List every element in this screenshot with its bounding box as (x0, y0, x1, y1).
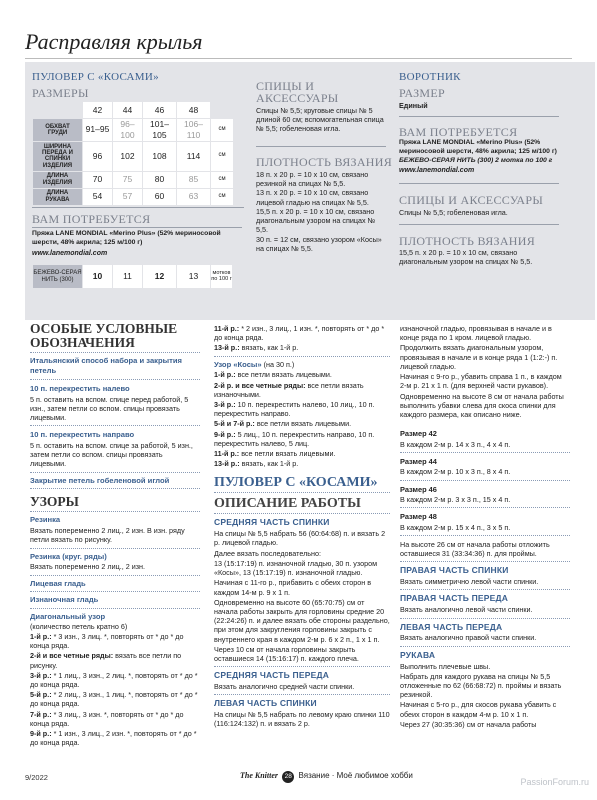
cable-row (214, 381, 390, 399)
cable-row (214, 430, 390, 448)
yarn-table (32, 264, 233, 289)
rib-round-title: Резинка (круг. ряды) (30, 551, 107, 561)
cell: 106–110 (177, 119, 211, 142)
cross-left-text: 5 п. оставить на вспом. спице перед работой, 5 изн., затем петли со вспом. спицы провязать лицевыми. (30, 394, 189, 422)
table-row (33, 188, 234, 205)
text: В каждом 2-м р. 14 х 3 п., 4 х 4 п. (400, 439, 511, 449)
diag-row (214, 343, 390, 352)
section-divider (256, 146, 386, 147)
diag-count: (количество петель кратно 6) (30, 621, 128, 631)
brand-name: The Knitter (240, 771, 279, 780)
text: Выполнить плечевые швы. (400, 661, 491, 671)
cell: 85 (177, 171, 211, 188)
row-text: * 2 изн., 3 лиц., 1 изн. *, повторять от * до * до конца ряда. (214, 324, 385, 343)
rib-round-text: Вязать попеременно 2 лиц., 2 изн. (30, 562, 145, 572)
row-num: 3-й р.: (214, 400, 236, 410)
text: Вязать аналогично левой части спинки. (400, 605, 533, 615)
sizes-title: РАЗМЕРЫ (32, 86, 89, 100)
row-num: 2-й и все четные ряды: (30, 651, 114, 661)
collar-needles-title: СПИЦЫ И АКСЕССУАРЫ (399, 193, 544, 207)
text: Вязать аналогично средней части спинки. (214, 682, 355, 692)
yarn-site: www.lanemondial.com (32, 250, 108, 257)
row-label: ДЛИНА РУКАВА (33, 188, 83, 205)
row-text: * 1 изн., 3 лиц., 2 изн. *, повторять от * до * до конца ряда. (30, 729, 197, 748)
divider (400, 618, 570, 619)
unit: см (211, 141, 234, 171)
row-text: * 3 лиц., 3 изн. *, повторять от * до * до конца ряда. (30, 709, 184, 728)
collar-title: ВОРОТНИК (399, 71, 461, 83)
text: Через 27 (30:35:36) см от начала работы (400, 719, 537, 729)
pullover-title: ПУЛОВЕР С «КОСАМИ» (32, 71, 159, 83)
row-num: 13-й р.: (214, 459, 240, 469)
size-table (32, 101, 234, 206)
cable-row (214, 370, 390, 379)
text: В каждом 2-м р. 3 х 3 п., 15 х 4 п. (400, 495, 511, 505)
cables-title: Узор «Косы» (214, 359, 262, 369)
divider (30, 548, 200, 549)
diag-row (30, 651, 200, 669)
row-text: все петли вязать лицевыми. (241, 449, 336, 459)
text: Одновременно на высоте 60 (65:70:75) см от начала работы закрыть для горловины средние 20 (22:24:26) п. и далее вязать обе стороны раздельно, при этом для закругления горловины закрыть с внутреннего края в каждом 2-м р. 6 х 2 п., 1 х 1 п. (214, 597, 390, 644)
row-text: все петли вязать изнаночными. (214, 380, 364, 399)
size-col: 46 (143, 102, 177, 119)
footer-brand (240, 771, 413, 783)
row-text: все петли вязать лицевыми. (237, 370, 332, 380)
row-num: 9-й р.: (30, 729, 52, 739)
row-num: 11-й р.: (214, 449, 240, 459)
row-text: * 3 изн., 3 лиц. *, повторять от * до * до конца ряда. (30, 631, 184, 651)
density-line: 18 п. х 20 р. = 10 х 10 см, связано резинкой на спицах № 5,5. (256, 170, 369, 189)
row-num: 2-й р. и все четные ряды: (214, 380, 306, 390)
row-text: вязать все петли по рисунку. (30, 651, 182, 670)
needles-title: СПИЦЫ И АКСЕССУАРЫ (256, 79, 339, 105)
front-mid-title: СРЕДНЯЯ ЧАСТЬ ПЕРЕДА (214, 670, 330, 681)
row-text: все петли вязать лицевыми. (256, 419, 352, 429)
row-num: 3-й р.: (30, 670, 52, 680)
cell: 57 (113, 188, 143, 205)
cross-left-title: 10 п. перекрестить налево (30, 383, 130, 393)
row-label: ШИРИНА ПЕРЕДА И СПИНКИ ИЗДЕЛИЯ (33, 141, 83, 171)
italian-title: Итальянский способ набора и закрытия петель (30, 356, 182, 376)
collar-needles: Спицы № 5,5; гобеленовая игла. (399, 208, 508, 217)
divider (30, 352, 200, 353)
divider (30, 608, 200, 609)
text: Через 10 см от начала горловины закрыть оставшиеся 14 (15:16:17) п. каждого плеча. (214, 644, 359, 664)
cell: 54 (83, 188, 113, 205)
cell: 108 (143, 141, 177, 171)
column-3 (400, 324, 570, 732)
row-text: вязать, как 1-й р. (241, 459, 299, 469)
divider (400, 535, 570, 536)
size-col: 44 (113, 102, 143, 119)
text: На спицы № 5,5 набрать по левому краю спинки 110 (116:124:132) п. и вязать 2 р. (214, 710, 390, 729)
divider (400, 561, 570, 562)
cable-row (214, 459, 390, 468)
density-line: 15,5 п. х 20 р. = 10 х 10 см, связано диагональным узором на спицах № 5,5. (256, 206, 376, 235)
divider (400, 507, 570, 508)
need-title: ВАМ ПОТРЕБУЕТСЯ (32, 212, 151, 226)
row-num: 5-й и 7-й р.: (214, 419, 255, 429)
row-text: 5 лиц., 10 п. перекрестить направо, 10 п. перекрестить налево, 5 лиц. (214, 429, 375, 448)
text: Начиная с 11-го р., прибавить с обеих сторон в каждом 14-м р. 9 х 1 п. (214, 578, 372, 597)
collar-site: www.lanemondial.com (399, 167, 475, 174)
cell: 101–105 (143, 119, 177, 142)
closing-title: Закрытие петель гобеленовой иглой (30, 475, 170, 485)
work-title: ОПИСАНИЕ РАБОТЫ (214, 495, 361, 511)
collar-size-title: РАЗМЕР (399, 86, 445, 100)
divider (400, 589, 570, 590)
row-num: 5-й р.: (30, 690, 52, 700)
pullover-heading: ПУЛОВЕР С «КОСАМИ» (214, 474, 378, 490)
cell: 10 (83, 265, 113, 289)
rib-title: Резинка (30, 515, 61, 525)
diag-title: Диагональный узор (30, 611, 106, 621)
face-title: Лицевая гладь (30, 578, 86, 588)
diag-row (214, 324, 390, 342)
collar-color: БЕЖЕВО-СЕРАЯ НИТЬ (300) 2 мотка по 100 г (399, 157, 553, 164)
section-divider (399, 183, 559, 184)
divider (30, 425, 200, 426)
needles-text: Спицы № 5,5; круговые спицы № 5 длиной 60 см; вспомогательная спица № 5,5; гобеленовая игла. (256, 106, 384, 134)
section-divider (399, 224, 559, 225)
sleeve-title: РУКАВА (400, 649, 436, 660)
special-title: ОСОБЫЕ УСЛОВНЫЕ ОБОЗНАЧЕНИЯ (30, 321, 178, 351)
density-line: 30 п. = 12 см, связано узором «Косы» на спицах № 5,5. (256, 234, 382, 253)
text: В каждом 2-м р. 10 х 3 п., 8 х 4 п. (400, 467, 511, 477)
text: Вязать аналогично правой части спинки. (400, 633, 537, 643)
collar-density-title: ПЛОТНОСТЬ ВЯЗАНИЯ (399, 234, 536, 248)
row-text: * 2 лиц., 3 изн., 1 лиц. *, повторять от * до * до конца ряда. (30, 690, 198, 709)
column-1 (30, 322, 200, 749)
text: Вязать симметрично левой части спинки. (400, 577, 539, 587)
size-heading: Размер 44 (400, 456, 437, 466)
unit: см (211, 119, 234, 142)
diag-row (30, 690, 200, 708)
divider (400, 646, 570, 647)
cell: 63 (177, 188, 211, 205)
text: Набрать для каждого рукава на спицы № 5,5 отложенные по 62 (66:68:72) п. проймы и вязать резинкой. (400, 671, 562, 700)
divider (30, 511, 200, 512)
page-number: 28 (282, 771, 294, 783)
text: На спицы № 5,5 набрать 56 (60:64:68) п. и вязать 2 р. лицевой гладью. (214, 529, 386, 548)
size-heading: Размер 42 (400, 429, 437, 439)
row-num: 11-й р.: (214, 324, 240, 333)
divider (400, 480, 570, 481)
cable-row (214, 449, 390, 458)
cell: 80 (143, 171, 177, 188)
divider (30, 591, 200, 592)
divider (30, 488, 200, 489)
row-text: вязать, как 1-й р. (241, 343, 299, 353)
cell: 11 (113, 265, 143, 289)
section-divider (32, 227, 242, 228)
divider (30, 379, 200, 380)
front-left-title: ЛЕВАЯ ЧАСТЬ ПЕРЕДА (400, 621, 503, 632)
text: Одновременно на высоте 8 см от начала работы выполнить убавки слева для скоса спинки для каждого размера, как описано ниже. (400, 391, 564, 419)
divider (400, 452, 570, 453)
row-text: * 1 лиц., 3 изн., 2 лиц. *, повторять от * до * до конца ряда. (30, 670, 198, 689)
diag-row (30, 729, 200, 747)
collar-need-title: ВАМ ПОТРЕБУЕТСЯ (399, 125, 518, 139)
cell: 12 (143, 265, 177, 289)
collar-yarn: Пряжа LANE MONDIAL «Merino Plus» (52% мериносовой шерсти, 48% акрила; 125 м/100 г) (399, 139, 557, 155)
cables-count: (на 30 п.) (263, 359, 295, 369)
divider (214, 492, 390, 493)
diag-row (30, 632, 200, 650)
unit: см (211, 171, 234, 188)
text: Начиная с 5-го р., для скосов рукава убавить с обеих сторон в каждом 4-м р. 10 х 1 п. (400, 700, 557, 719)
cell: 91–95 (83, 119, 113, 142)
density-title: ПЛОТНОСТЬ ВЯЗАНИЯ (256, 155, 393, 169)
cell: 96–100 (113, 119, 143, 142)
density-list (256, 170, 388, 253)
cell: 96 (83, 141, 113, 171)
row-num: 13-й р.: (214, 343, 240, 353)
cell: 102 (113, 141, 143, 171)
size-heading: Размер 46 (400, 484, 437, 494)
size-col: 48 (177, 102, 211, 119)
row-num: 9-й р.: (214, 429, 236, 439)
text: изнаночной гладью, провязывая в начале и в конце ряда по 1 кром. лицевой гладью. (400, 324, 552, 343)
divider (30, 575, 200, 576)
divider (214, 666, 390, 667)
collar-density: 15,5 п. х 20 р. = 10 х 10 см, связано диагональным узором на спицах № 5,5. (399, 248, 533, 267)
row-label: БЕЖЕВО-СЕРАЯ НИТЬ (300) (33, 265, 83, 289)
unit: мотков по 100 г (211, 265, 233, 289)
cable-row (214, 419, 390, 428)
text: Далее вязать последовательно: (214, 548, 322, 558)
row-label: ОБХВАТ ГРУДИ (33, 119, 83, 142)
text: Продолжить вязать диагональным узором, провязывая в начале и в конце ряда 1 (1:2:-) п. лицевой гладью. (400, 343, 558, 371)
size-heading: Размер 48 (400, 512, 437, 522)
diag-row (30, 671, 200, 689)
issue-number: 9/2022 (25, 773, 48, 782)
density-line: 13 п. х 20 р. = 10 х 10 см, связано лицевой гладью на спицах № 5,5. (256, 188, 369, 207)
divider (214, 513, 390, 514)
patterns-title: УЗОРЫ (30, 494, 79, 510)
cell: 70 (83, 171, 113, 188)
text: Начиная с 9-го р., убавить справа 1 п., в каждом 2-м р. 21 х 1 п. (для верхней части рукавов). (400, 372, 562, 391)
cell: 75 (113, 171, 143, 188)
column-2 (214, 324, 390, 732)
rib-text: Вязать попеременно 2 лиц., 2 изн. В изн. ряду петли вязать по рисунку. (30, 526, 185, 545)
table-row (33, 265, 233, 289)
unit: см (211, 188, 234, 205)
diag-row (30, 710, 200, 728)
cell: 60 (143, 188, 177, 205)
purl-title: Изнаночная гладь (30, 595, 99, 605)
row-text: 10 п. перекрестить налево, 10 лиц., 10 п. перекрестить направо. (214, 400, 375, 419)
yarn-text: Пряжа LANE MONDIAL «Merino Plus» (52% мериносовой шерсти, 48% акрила; 125 м/100 г) (32, 230, 221, 246)
row-label: ДЛИНА ИЗДЕЛИЯ (33, 171, 83, 188)
divider (214, 356, 390, 357)
tagline: Вязание · Моё любимое хобби (298, 771, 413, 780)
table-row (33, 119, 234, 142)
section-divider (399, 116, 559, 117)
text: На высоте 26 см от начала работы отложить оставшиеся 31 (33:34:36) п. для проймы. (400, 539, 550, 559)
cross-right-text: 5 п. оставить на вспом. спице за работой, 5 изн., затем петли со вспом. спицы провязать лицевыми. (30, 440, 193, 469)
section-divider (32, 207, 244, 208)
cell: 114 (177, 141, 211, 171)
text: В каждом 2-м р. 15 х 4 п., 3 х 5 п. (400, 522, 511, 532)
back-right-title: ПРАВАЯ ЧАСТЬ СПИНКИ (400, 565, 509, 576)
watermark: PassionForum.ru (520, 777, 589, 787)
divider (214, 694, 390, 695)
row-num: 1-й р.: (30, 631, 52, 641)
back-left-title: ЛЕВАЯ ЧАСТЬ СПИНКИ (214, 698, 317, 709)
text: 13 (15:17:19) п. изнаночной гладью, 30 п. узором «Косы», 13 (15:17:19) п. изнаночной гладью. (214, 558, 378, 578)
row-num: 7-й р.: (30, 709, 52, 719)
back-mid-title: СРЕДНЯЯ ЧАСТЬ СПИНКИ (214, 517, 330, 528)
table-row (33, 171, 234, 188)
size-table-header (33, 102, 234, 119)
page-title: Расправляя крылья (25, 29, 203, 54)
front-right-title: ПРАВАЯ ЧАСТЬ ПЕРЕДА (400, 593, 509, 604)
cross-right-title: 10 п. перекрестить направо (30, 430, 135, 440)
cable-row (214, 400, 390, 418)
cell: 13 (177, 265, 211, 289)
size-col: 42 (83, 102, 113, 119)
table-row (33, 141, 234, 171)
divider (30, 472, 200, 473)
collar-size: Единый (399, 101, 428, 110)
title-divider (25, 58, 572, 59)
row-num: 1-й р.: (214, 370, 236, 380)
